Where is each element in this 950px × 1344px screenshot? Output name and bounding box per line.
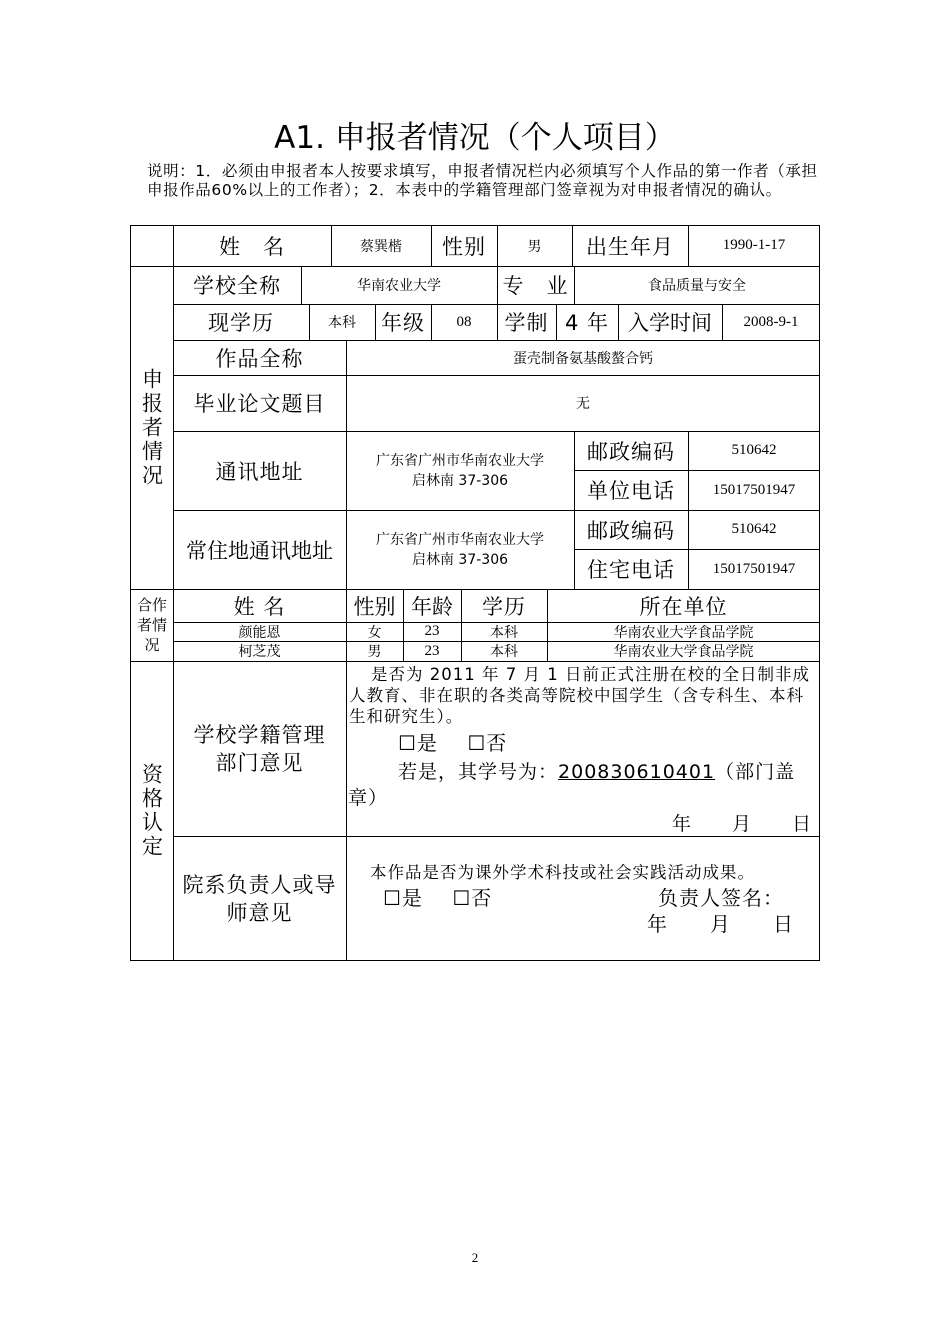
advisor-no-checkbox[interactable]: ☐否 xyxy=(452,886,493,910)
school-opinion-checkboxes xyxy=(398,731,507,755)
yes-checkbox[interactable]: ☐是 xyxy=(398,731,438,755)
page-title: A1. 申报者情况（个人项目） xyxy=(274,120,676,156)
school-opinion-label xyxy=(173,661,346,836)
address-label: 通讯地址 xyxy=(215,459,304,484)
stamp-continuation: 章） xyxy=(348,787,389,809)
home-address-label: 常住地通讯地址 xyxy=(186,538,333,563)
coauthor-header-unit: 所在单位 xyxy=(639,594,728,619)
coauthor-gender: 男 xyxy=(367,644,382,660)
coauthor-gender: 女 xyxy=(367,624,382,641)
thesis-label: 毕业论文题目 xyxy=(193,392,326,416)
coauthor-header-age: 年龄 xyxy=(411,594,453,619)
applicant-enroll: 2008-9-1 xyxy=(743,313,799,330)
address-value xyxy=(346,431,574,510)
coauthor-header-education: 学历 xyxy=(482,594,526,619)
coauthor-name: 柯芝茂 xyxy=(238,644,281,660)
advisor-opinion-checkboxes xyxy=(383,886,492,910)
coauthor-name: 颜能恩 xyxy=(238,624,281,641)
name-label: 姓 名 xyxy=(219,234,285,259)
home-postcode-value: 510642 xyxy=(731,521,777,537)
home-phone-label: 住宅电话 xyxy=(587,558,675,582)
thesis-value: 无 xyxy=(576,396,590,412)
coauthor-age: 23 xyxy=(424,642,440,659)
student-id-prefix: 若是，其学号为： xyxy=(398,761,559,783)
applicant-grade: 08 xyxy=(456,313,472,330)
coauthor-age: 23 xyxy=(424,623,440,639)
home-address-value xyxy=(346,510,574,589)
student-id-value: 200830610401 xyxy=(558,761,716,783)
student-id-line xyxy=(398,760,795,784)
school-opinion-text: 是否为 2011 年 7 月 1 日前正式注册在校的全日制非成人教育、非在职的各类高等院校中国学生（含专科生、本科生和研究生）。 xyxy=(349,665,810,726)
advisor-signature: 负责人签名： xyxy=(658,886,784,910)
applicant-length: 4 年 xyxy=(564,311,610,335)
home-address-line1: 广东省广州市华南农业大学 xyxy=(376,531,544,548)
section-applicant-label: 申报者情况 xyxy=(139,367,164,488)
advisor-opinion-label xyxy=(173,836,346,961)
applicant-gender: 男 xyxy=(527,238,542,255)
advisor-opinion-label-line2: 师意见 xyxy=(226,900,293,925)
home-phone-value: 15017501947 xyxy=(712,560,796,577)
instructions-note: 说明：1．必须由申报者本人按要求填写，申报者情况栏内必须填写个人作品的第一作者（承担申报作品60%以上的工作者）；2．本表中的学籍管理部门签章视为对申报者情况的确认。 xyxy=(147,162,818,199)
page-number: 2 xyxy=(471,1250,479,1265)
school-opinion-label-line2: 部门意见 xyxy=(215,750,304,775)
section-qualification-label: 资格认定 xyxy=(139,763,164,859)
postcode-label: 邮政编码 xyxy=(587,439,675,464)
grade-label: 年级 xyxy=(381,311,425,335)
advisor-opinion-date: 年 月 日 xyxy=(647,912,794,936)
length-label: 学制 xyxy=(504,311,549,335)
applicant-school: 华南农业大学 xyxy=(357,278,441,294)
education-label: 现学历 xyxy=(208,311,274,335)
unit-phone-label: 单位电话 xyxy=(587,479,675,503)
applicant-education: 本科 xyxy=(328,315,356,331)
unit-phone-value: 15017501947 xyxy=(712,481,796,498)
enroll-label: 入学时间 xyxy=(628,311,712,335)
postcode-value: 510642 xyxy=(731,442,777,458)
student-id-suffix: （部门盖 xyxy=(715,761,796,783)
birth-label: 出生年月 xyxy=(586,234,674,259)
address-line1: 广东省广州市华南农业大学 xyxy=(376,452,544,469)
coauthor-education: 本科 xyxy=(490,624,518,641)
advisor-opinion-text: 本作品是否为课外学术科技或社会实践活动成果。 xyxy=(370,863,755,882)
work-title-label: 作品全称 xyxy=(215,346,304,371)
school-label: 学校全称 xyxy=(193,274,281,298)
major-label: 专 业 xyxy=(502,274,569,298)
postcode2-label: 邮政编码 xyxy=(587,518,675,543)
applicant-birth: 1990-1-17 xyxy=(722,237,786,253)
advisor-yes-checkbox[interactable]: ☐是 xyxy=(383,886,423,910)
coauthor-unit: 华南农业大学食品学院 xyxy=(613,644,754,660)
applicant-name: 蔡巽楷 xyxy=(360,238,402,255)
gender-label: 性别 xyxy=(442,234,486,259)
home-address-line2: 启林南 37-306 xyxy=(411,551,509,568)
school-opinion-date: 年 月 日 xyxy=(672,813,813,835)
coauthor-header-gender: 性别 xyxy=(353,594,396,619)
coauthor-header-name: 姓 名 xyxy=(233,594,286,619)
coauthor-unit: 华南农业大学食品学院 xyxy=(613,624,754,641)
advisor-opinion-label-line1: 院系负责人或导 xyxy=(182,872,337,897)
work-title-value: 蛋壳制备氨基酸螯合钙 xyxy=(513,350,653,367)
school-opinion-label-line1: 学校学籍管理 xyxy=(193,722,326,747)
address-line2: 启林南 37-306 xyxy=(411,472,509,489)
section-coauthors-label: 合作者情况 xyxy=(136,596,167,654)
applicant-major: 食品质量与安全 xyxy=(648,278,746,294)
coauthor-education: 本科 xyxy=(490,644,518,660)
no-checkbox[interactable]: ☐否 xyxy=(467,731,508,755)
